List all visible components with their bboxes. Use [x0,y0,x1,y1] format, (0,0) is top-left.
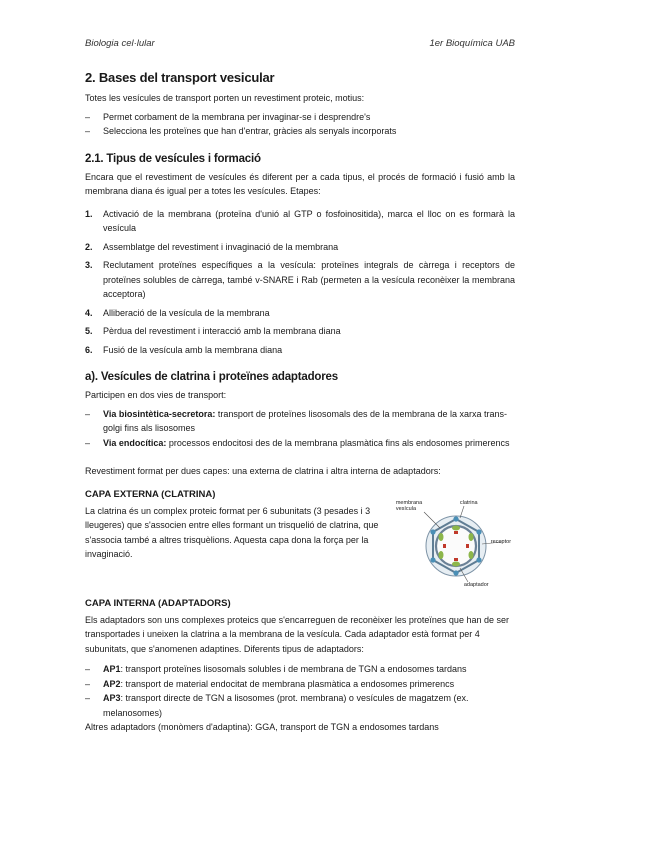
list-item [85,691,515,720]
section-a-intro: Participen en dos vies de transport: [85,390,227,400]
list-item [85,258,515,302]
figure-label-membrane: membrana vesícula [395,499,423,512]
adaptors-list [85,662,515,720]
section-2-intro: Totes les vesícules de transport porten un revestiment proteic, motius: [85,93,365,103]
clathrin-vesicle-figure [396,498,515,588]
list-item: – Permet corbament de la membrana per invaginar-se i desprendre's [85,110,515,125]
route-label: Via biosintètica-secretora: [103,408,216,419]
step-number: 1. [85,208,93,219]
step-number: 5. [85,326,93,336]
step-text: Fusió de la vesícula amb la membrana diana [103,344,283,355]
step-number: 4. [85,307,93,318]
list-item: – Selecciona les proteïnes que han d'entrar, gràcies als senyals incorporats [85,124,515,139]
section-a-title: a). Vesícules de clatrina i proteïnes adaptadores [85,371,338,383]
route-text: processos endocitosi des de la membrana plasmàtica fins als endosomes primerencs [166,437,510,448]
adaptor-text: : transport proteïnes lisosomals solubles i de membrana de TGN a endosomes tardans [120,664,467,674]
list-item [85,240,515,255]
adaptor-text: : transport directe de TGN a lisosomes (prot. membrana) o vesícules de magatzem (ex. melanosomes) [103,693,469,718]
steps-list [85,207,515,358]
adaptor-text: : transport de material endocitat de membrana plasmàtica a endosomes primerencs [120,678,455,689]
step-text: Alliberació de la vesícula de la membrana [103,307,270,318]
list-item [85,407,515,436]
step-text: Assemblatge del revestiment i invaginació de la membrana [103,241,339,252]
step-number: 6. [85,344,93,355]
list-item [85,207,515,236]
step-number: 2. [85,241,93,252]
figure-label-adaptor: adaptador [463,581,489,588]
adaptor-label: AP3 [103,693,121,703]
section-2-list [85,110,515,139]
list-item [85,343,515,358]
header-right: 1er Bioquímica UAB [429,38,515,49]
adaptor-label: AP2 [103,678,121,689]
section-21-title: 2.1. Tipus de vesícules i formació [85,152,261,165]
step-text: Reclutament proteïnes específiques a la vesícula: proteïnes integrals de càrrega i receptors de proteïnes solubles de càrrega, també v-SNARE i Rab (permeten a la vesícula reconèixer la membrana acceptora) [103,260,515,299]
figure-label-clathrin: clatrina [459,499,478,506]
list-item [85,306,515,321]
inner-layer-title: CAPA INTERNA (ADAPTADORS) [85,597,231,609]
figure-label-receptor: receptor [490,538,512,545]
step-text: Pèrdua del revestiment i interacció amb la membrana diana [103,326,341,336]
outer-layer-text: La clatrina és un complex proteic format per 6 subunitats (3 pesades i 3 lleugeres) que s'associen entre elles formant un trisquelió de clatrina, que s'associa també a altres trisquèlions. Aquesta capa dona la força per la invaginació. [85,505,379,559]
section-21-intro: Encara que el revestiment de vesícules és diferent per a cada tipus, el procés de formació i fusió amb la membrana diana és igual per a totes les vesícules. Etapes: [85,171,515,196]
coat-intro: Revestiment format per dues capes: una externa de clatrina i altra interna de adaptadors: [85,466,441,476]
adaptor-label: AP1 [103,664,121,674]
route-text: transport de proteïnes lisosomals des de la membrana de la xarxa trans-golgi fins als lisosomes [103,408,508,433]
step-number: 3. [85,260,93,270]
inner-layer-text: Els adaptadors son uns complexes proteics que s'encarreguen de reconèixer les proteïnes que han de ser transportades i uneixen la clatrina a la membrana de la vesícula. Cada adaptador està format per 4 subunitats, que s'anomenen adaptines. Diferents tipus de adaptadors: [85,614,509,654]
route-label: Via endocítica: [103,437,167,448]
step-text: Activació de la membrana (proteïna d'unió al GTP o fosfoinositida), marca el lloc on es formarà la vesícula [103,208,515,233]
header-left: Biologia cel·lular [85,38,155,49]
clathrin-block [85,499,515,588]
list-item [85,677,515,692]
list-item [85,436,515,451]
list-item [85,324,515,339]
routes-list [85,407,515,451]
document-body [85,70,515,735]
list-item [85,662,515,677]
other-adaptors: Altres adaptadors (monòmers d'adaptina): GGA, transport de TGN a endosomes tardans [85,722,439,732]
outer-layer-title: CAPA EXTERNA (CLATRINA) [85,488,216,500]
section-2-title: 2. Bases del transport vesicular [85,70,275,85]
